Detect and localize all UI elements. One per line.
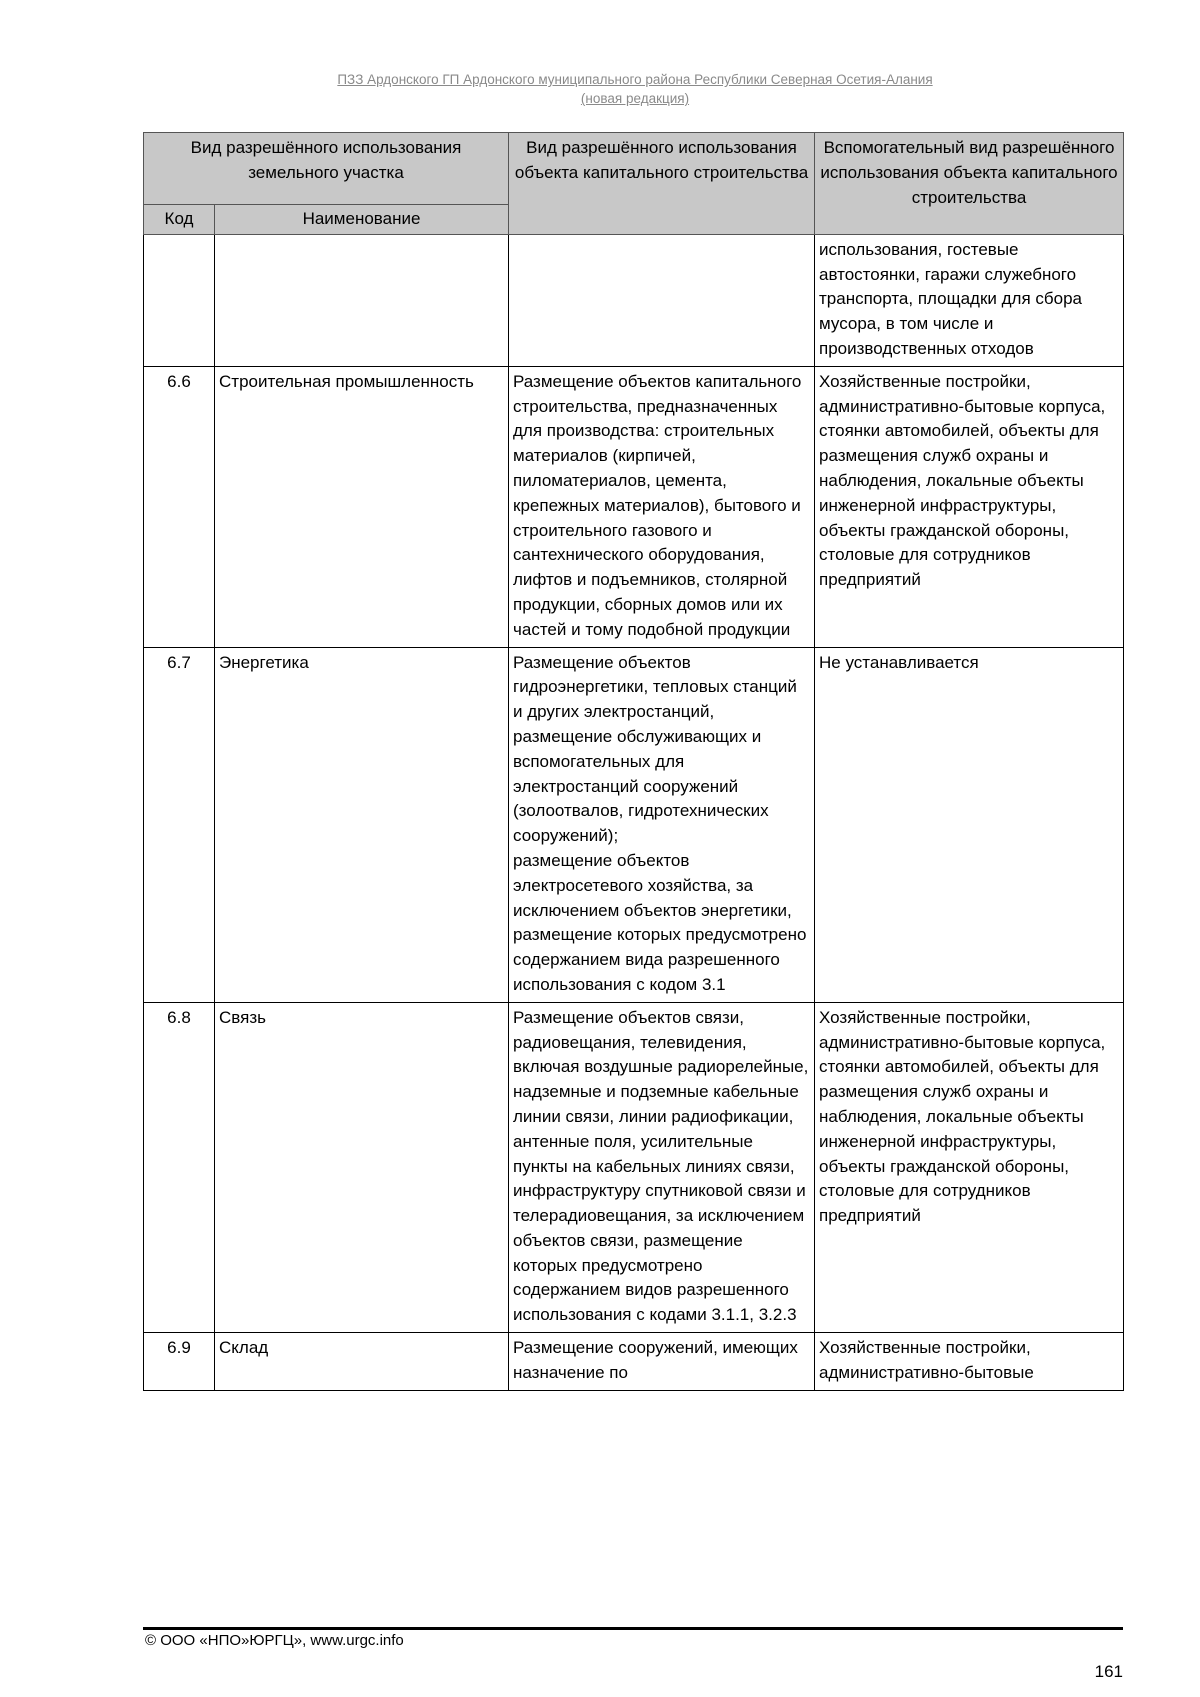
- cell-aux: Хозяйственные постройки, административно-бытовые: [815, 1333, 1124, 1391]
- header-auxiliary-use: Вспомогательный вид разрешённого использования объекта капитального строительства: [815, 133, 1124, 235]
- header-line-2: (новая редакция): [580, 91, 690, 106]
- header-name: Наименование: [215, 205, 509, 235]
- table-row: [144, 647, 1124, 1002]
- cell-aux: использования, гостевые автостоянки, гаражи служебного транспорта, площадки для сбора мусора, в том числе и производственных отходов: [815, 234, 1124, 366]
- cell-capital: Размещение объектов капитального строительства, предназначенных для производства: строительных материалов (кирпичей, пиломатериалов, цемента, крепежных материалов), бытового и строительного газового и сантехнического оборудования, лифтов и подъемников, столярной продукции, сборных домов или их частей и тому подобной продукции: [509, 366, 815, 647]
- cell-code: [144, 234, 215, 366]
- header-land-use-group: Вид разрешённого использования земельного участка: [144, 133, 509, 205]
- cell-name: Энергетика: [215, 647, 509, 1002]
- zoning-table: [143, 132, 1124, 1391]
- cell-name: Строительная промышленность: [215, 366, 509, 647]
- table-row-continuation: [144, 234, 1124, 366]
- table-row: [144, 1002, 1124, 1332]
- copyright-text: © ООО «НПО»ЮРГЦ», www.urgc.info: [145, 1632, 404, 1649]
- table-row: [144, 1333, 1124, 1391]
- cell-code: 6.6: [144, 366, 215, 647]
- footer-divider: [143, 1627, 1123, 1630]
- cell-capital: Размещение объектов гидроэнергетики, тепловых станций и других электростанций, размещение обслуживающих и вспомогательных для электростанций сооружений (золоотвалов, гидротехнических сооружений); размещение объектов электросетевого хозяйства, за исключением объектов энергетики, размещение которых предусмотрено содержанием вида разрешенного использования с кодом 3.1: [509, 647, 815, 1002]
- header-line-1: ПЗЗ Ардонского ГП Ардонского муниципального района Республики Северная Осетия-Алания: [337, 72, 933, 87]
- cell-name: Связь: [215, 1002, 509, 1332]
- cell-code: 6.9: [144, 1333, 215, 1391]
- cell-capital: [509, 234, 815, 366]
- header-code: Код: [144, 205, 215, 235]
- table-header-row: [144, 133, 1124, 205]
- cell-name: Склад: [215, 1333, 509, 1391]
- cell-name: [215, 234, 509, 366]
- table-row: [144, 366, 1124, 647]
- cell-aux: Хозяйственные постройки, административно-бытовые корпуса, стоянки автомобилей, объекты для размещения служб охраны и наблюдения, локальные объекты инженерной инфраструктуры, объекты гражданской обороны, столовые для сотрудников предприятий: [815, 1002, 1124, 1332]
- page-number: 161: [1094, 1662, 1123, 1681]
- cell-code: 6.7: [144, 647, 215, 1002]
- header-capital-use: Вид разрешённого использования объекта капитального строительства: [509, 133, 815, 235]
- cell-code: 6.8: [144, 1002, 215, 1332]
- cell-capital: Размещение сооружений, имеющих назначение по: [509, 1333, 815, 1391]
- cell-capital: Размещение объектов связи, радиовещания, телевидения, включая воздушные радиорелейные, надземные и подземные кабельные линии связи, линии радиофикации, антенные поля, усилительные пункты на кабельных линиях связи, инфраструктуру спутниковой связи и телерадиовещания, за исключением объектов связи, размещение которых предусмотрено содержанием видов разрешенного использования с кодами 3.1.1, 3.2.3: [509, 1002, 815, 1332]
- document-header: [140, 70, 1130, 108]
- cell-aux: Хозяйственные постройки, административно-бытовые корпуса, стоянки автомобилей, объекты для размещения служб охраны и наблюдения, локальные объекты инженерной инфраструктуры, объекты гражданской обороны, столовые для сотрудников предприятий: [815, 366, 1124, 647]
- cell-aux: Не устанавливается: [815, 647, 1124, 1002]
